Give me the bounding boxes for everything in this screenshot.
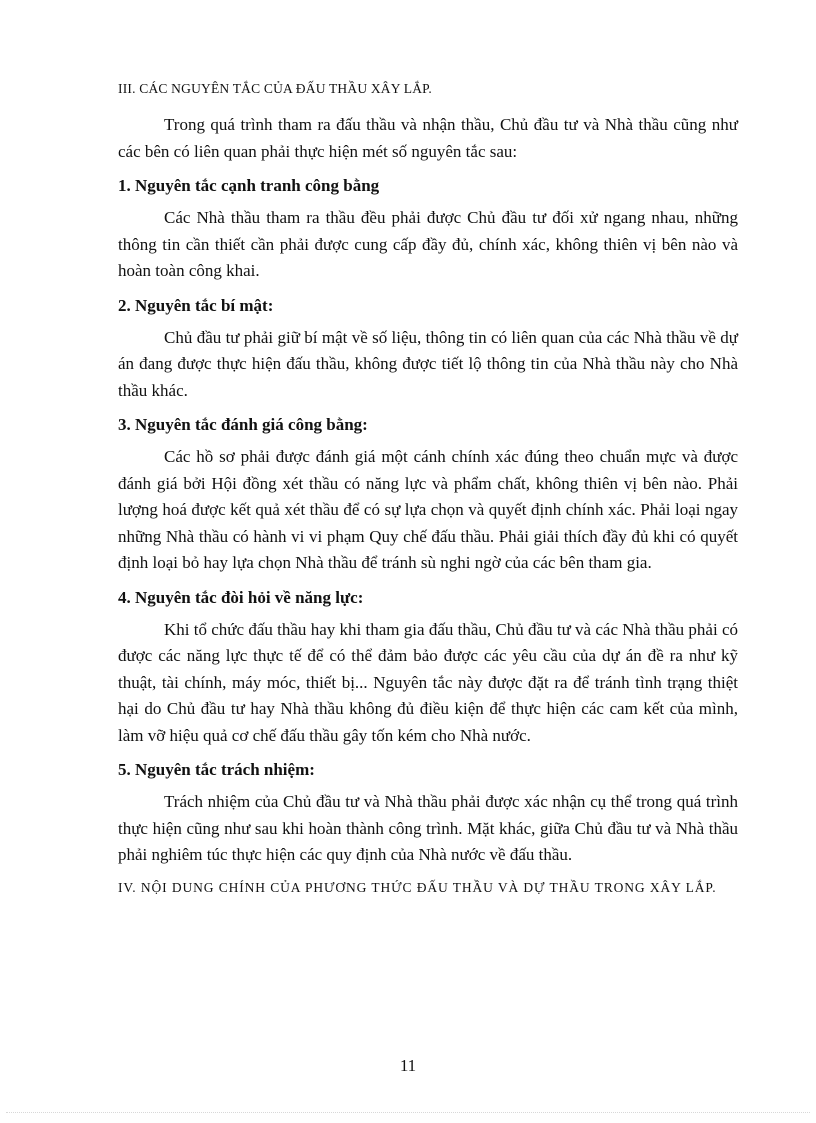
page-content [118,80,738,912]
principle-1-text: Các Nhà thầu tham ra thầu đều phải được Chủ đầu tư đối xử ngang nhau, những thông tin cần thiết cần phải được cung cấp đầy đủ, chính xác, không thiên vị bên nào và hoàn toàn công khai. [118,208,738,280]
principle-5-text: Trách nhiệm của Chủ đầu tư và Nhà thầu phải được xác nhận cụ thể trong quá trình thực hiện cũng như sau khi hoàn thành công trình. Mặt khác, giữa Chủ đầu tư và Nhà thầu phải nghiêm túc thực hiện các quy định của Nhà nước về đấu thầu. [118,792,738,864]
principle-1-title: 1. Nguyên tắc cạnh tranh công bằng [118,176,380,195]
principle-2-title: 2. Nguyên tắc bí mật: [118,295,274,315]
page-number: 11 [399,1056,417,1075]
page-bottom-divider [6,1112,810,1113]
section-heading-iv: IV. NỘI DUNG CHÍNH CỦA PHƯƠNG THỨC ĐẤU THẦU VÀ DỰ THẦU TRONG XÂY LẮP. [118,879,717,895]
section-heading-iii: III. CÁC NGUYÊN TẮC CỦA ĐẤU THẦU XÂY LẮP. [118,81,432,96]
principle-2-text: Chủ đầu tư phải giữ bí mật về số liệu, thông tin có liên quan của các Nhà thầu về dự án đang được thực hiện đấu thầu, không được tiết lộ thông tin của Nhà thầu này cho Nhà thầu khác. [118,327,738,400]
principle-4-text: Khi tổ chức đấu thầu hay khi tham gia đấu thầu, Chủ đầu tư và các Nhà thầu phải có được các năng lực thực tế để có thể đảm bảo được các yêu cầu của dự án đề ra như kỹ thuật, tài chính, máy móc, thiết bị... Nguyên tắc này được đặt ra để tránh tình trạng thiệt hại do Chủ đầu tư hay Nhà thầu không đủ điều kiện để thực hiện các cam kết của mình, làm vỡ hiệu quả cơ chế đấu thầu gây tốn kém cho Nhà nước. [118,619,738,745]
principle-5-title: 5. Nguyên tắc trách nhiệm: [118,760,315,779]
intro-paragraph: Trong quá trình tham ra đấu thầu và nhận thầu, Chủ đầu tư và Nhà thầu cũng như các bên có liên quan phải thực hiện mét số nguyên tắc sau: [118,115,738,161]
principle-4-title: 4. Nguyên tắc đòi hỏi về năng lực: [118,587,364,607]
principle-3-title: 3. Nguyên tắc đánh giá công bằng: [118,415,368,434]
principle-3-text: Các hồ sơ phải được đánh giá một cánh chính xác đúng theo chuẩn mực và được đánh giá bởi Hội đồng xét thầu có năng lực và phẩm chất, không thiên vị bên nào. Phải lượng hoá được kết quả xét thầu để có sự lựa chọn và quyết định chính xác. Phải loại ngay những Nhà thầu có hành vi vi phạm Quy chế đấu thầu. Phải giải thích đầy đủ khi có quyết định loại bỏ hay lựa chọn Nhà thầu để tránh sù nghi ngờ của các bên tham gia. [118,447,738,572]
